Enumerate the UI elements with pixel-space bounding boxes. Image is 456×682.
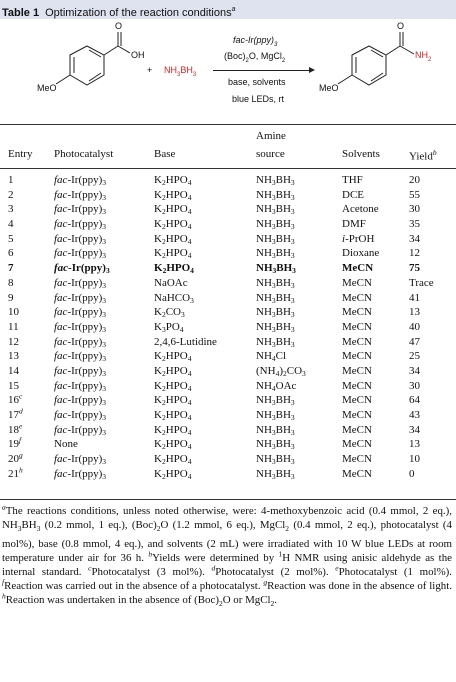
cell-solvent: MeCN — [342, 438, 372, 451]
table-title-bar — [0, 0, 456, 19]
reactant-oh-label: OH — [131, 50, 145, 60]
cell-base: $K_2HPO_4$ — [154, 218, 192, 232]
table-caption: Optimization of the reaction conditions — [45, 6, 232, 19]
cell-yield: 34 — [409, 232, 420, 245]
table-row — [0, 305, 456, 320]
cell-photocatalyst: fac-$Ir(ppy)_3$ — [54, 276, 107, 290]
cell-entry: 1 — [8, 174, 14, 186]
footnote-c: Photocatalyst (3 mol%). — [91, 565, 205, 578]
cell-entry: 10 — [8, 306, 19, 319]
light-condition: blue LEDs, rt — [232, 94, 285, 104]
footnote-a-marker: a — [2, 502, 6, 512]
table-row — [0, 173, 456, 188]
cell-photocatalyst: fac-$Ir(ppy)_3$ — [54, 218, 107, 232]
table-body — [0, 173, 456, 481]
product-meo-label: MeO — [319, 83, 339, 93]
cell-yield: 41 — [409, 291, 420, 304]
cell-entry: 2 — [8, 188, 14, 201]
cell-solvent: MeCN — [342, 291, 372, 304]
reactant-meo-label: MeO — [37, 83, 57, 93]
cell-base: $K_2HPO_4$ — [154, 188, 192, 202]
cell-solvent: MeCN — [342, 379, 372, 392]
cell-amine-source: $NH_3BH_3$ — [256, 218, 295, 232]
cell-entry: 15 — [8, 379, 19, 392]
cell-solvent: MeCN — [342, 350, 372, 363]
footnote-f-marker: f — [2, 577, 5, 587]
product-nh2-label: $NH_2$ — [415, 50, 432, 63]
col-amine-line2: source — [256, 148, 285, 160]
cell-solvent: MeCN — [342, 467, 372, 480]
cell-photocatalyst: fac-$Ir(ppy)_3$ — [54, 364, 107, 378]
additive-label: $(Boc)_2O$, MgCl$_2$ — [224, 51, 286, 64]
cell-entry: 17$^d$ — [8, 406, 23, 421]
cell-amine-source: $NH_3BH_3$ — [256, 438, 295, 452]
cell-photocatalyst: fac-$Ir(ppy)_3$ — [54, 320, 107, 334]
cell-base: $K_3PO_4$ — [154, 320, 184, 334]
footnote-f: Reaction was carried out in the absence of a photocatalyst. — [4, 580, 261, 593]
base-solvent-condition: base, solvents — [228, 77, 286, 87]
cell-solvent: MeCN — [342, 320, 372, 333]
cell-entry: 4 — [8, 218, 14, 231]
table-row — [0, 437, 456, 452]
cell-base: $K_2HPO_4$ — [154, 247, 192, 261]
table-row — [0, 217, 456, 232]
cell-amine-source: $NH_3BH_3$ — [256, 423, 295, 437]
cell-base: $K_2CO_3$ — [154, 306, 185, 320]
cell-solvent: MeCN — [342, 364, 372, 377]
cell-solvent: MeCN — [342, 335, 372, 348]
col-entry: Entry — [8, 148, 33, 160]
cell-solvent: MeCN — [342, 394, 372, 407]
cell-entry: 20$^g$ — [8, 450, 23, 466]
cell-amine-source: $NH_3BH_3$ — [256, 320, 295, 334]
footnote-g: Reaction was done in the absence of light. — [267, 580, 452, 593]
footnote-c-marker: c — [88, 563, 92, 573]
cell-amine-source: $NH_3BH_3$ — [256, 291, 295, 305]
cell-yield: 13 — [409, 306, 420, 319]
footnote-d-marker: d — [211, 563, 216, 573]
cell-photocatalyst: fac-$Ir(ppy)_3$ — [54, 394, 107, 408]
cell-entry: 21$^h$ — [8, 465, 23, 480]
cell-yield: 13 — [409, 438, 420, 451]
catalyst-label: fac-$Ir(ppy)_3$ — [233, 35, 278, 48]
cell-entry: 6 — [8, 247, 14, 260]
cell-entry: 7 — [8, 262, 14, 275]
cell-photocatalyst: fac-$Ir(ppy)_3$ — [54, 291, 107, 305]
cell-photocatalyst: fac-$Ir(ppy)_3$ — [54, 335, 107, 349]
cell-amine-source: $NH_3BH_3$ — [256, 232, 295, 246]
cell-amine-source: $NH_3BH_3$ — [256, 453, 295, 467]
cell-amine-source: $NH_3BH_3$ — [256, 467, 295, 481]
cell-entry: 3 — [8, 203, 14, 216]
cell-solvent: DMF — [342, 218, 366, 231]
cell-base: $K_2HPO_4$ — [154, 174, 192, 187]
cell-amine-source: $NH_3BH_3$ — [256, 203, 295, 217]
cell-amine-source: $NH_3BH_3$ — [256, 306, 295, 320]
cell-base: NaOAc — [154, 276, 188, 289]
reactant-carbonyl-o: O — [115, 21, 123, 31]
footnote-d: Photocatalyst (2 mol%). — [215, 565, 329, 578]
cell-entry: 12 — [8, 335, 19, 348]
cell-amine-source: $NH_3BH_3$ — [256, 247, 295, 261]
cell-solvent: MeCN — [342, 276, 372, 289]
footnote-h: Reaction was undertaken in the absence of $(Boc)_2O$ or MgCl$_2$. — [5, 594, 277, 609]
cell-yield: 55 — [409, 188, 420, 201]
cell-yield: 30 — [409, 379, 420, 392]
cell-base: 2,4,6-Lutidine — [154, 335, 217, 348]
table-bottom-rule — [0, 499, 456, 500]
cell-yield: 47 — [409, 335, 420, 348]
cell-photocatalyst: fac-$Ir(ppy)_3$ — [54, 188, 107, 202]
reaction-scheme — [0, 19, 456, 119]
cell-photocatalyst: fac-$Ir(ppy)_3$ — [54, 247, 107, 261]
table-row — [0, 408, 456, 423]
footnote-a: The reactions conditions, unless noted otherwise, were: 4-methoxybenzoic acid (0.4 mmol, 2 eq.), $NH_3BH_3$ (0.2 mmol, 1 eq.), $(Boc)_2O$ (1.2 mmol, 6 eq.), MgCl$_2$ (0.4 mmol, 2 eq.), photocatalyst (4 mol%), base (0.8 mmol, 4 eq.), and solvents (2 mL) were irradiated with 10 W blue LEDs at room temperature under air for 36 h. — [2, 505, 452, 564]
cell-base: $K_2HPO_4$ — [154, 379, 192, 393]
amine-reagent-label: $NH_3BH_3$ — [164, 65, 197, 78]
table-row — [0, 364, 456, 379]
cell-solvent: MeCN — [342, 409, 372, 421]
cell-photocatalyst: fac-$Ir(ppy)_3$ — [54, 423, 107, 437]
cell-base: $K_2HPO_4$ — [154, 262, 194, 276]
plus-sign: + — [147, 65, 153, 75]
cell-photocatalyst: fac-$Ir(ppy)_3$ — [54, 174, 107, 187]
footnote-b: Yields were determined by $^1$H NMR using anisic aldehyde as the internal standard. — [2, 549, 452, 578]
cell-solvent: MeCN — [342, 423, 372, 436]
product-carbonyl-o: O — [397, 21, 405, 31]
cell-base: $K_2HPO_4$ — [154, 438, 192, 452]
cell-entry: 13 — [8, 350, 19, 363]
cell-photocatalyst: fac-$Ir(ppy)_3$ — [54, 379, 107, 393]
col-base: Base — [154, 148, 176, 160]
cell-base: $K_2HPO_4$ — [154, 232, 192, 246]
cell-solvent: THF — [342, 174, 363, 186]
cell-yield: Trace — [409, 276, 434, 289]
cell-base: NaHCO$_3$ — [154, 291, 194, 305]
col-yield: Yield$^b$ — [409, 148, 437, 163]
cell-entry: 8 — [8, 276, 14, 289]
col-amine-line1: Amine — [256, 130, 286, 142]
cell-amine-source: $NH_3BH_3$ — [256, 394, 295, 408]
cell-photocatalyst: fac-$Ir(ppy)_3$ — [54, 467, 107, 481]
cell-solvent: DCE — [342, 188, 364, 201]
cell-photocatalyst: None — [54, 438, 78, 451]
table-row — [0, 276, 456, 291]
table-row — [0, 202, 456, 217]
cell-photocatalyst: fac-$Ir(ppy)_3$ — [54, 262, 110, 276]
table-row — [0, 452, 456, 467]
cell-solvent: MeCN — [342, 306, 372, 319]
cell-photocatalyst: fac-$Ir(ppy)_3$ — [54, 203, 107, 217]
table-row — [0, 261, 456, 276]
cell-base: $K_2HPO_4$ — [154, 409, 192, 422]
cell-amine-source: $NH_4Cl$ — [256, 350, 287, 364]
cell-amine-source: $NH_3BH_3$ — [256, 335, 295, 349]
table-footnotes — [2, 504, 452, 612]
footnote-e-marker: e — [335, 563, 339, 573]
col-photocatalyst: Photocatalyst — [54, 148, 114, 160]
title-note-marker: a — [231, 6, 236, 13]
table-row — [0, 349, 456, 364]
product-benzene-ring — [352, 46, 386, 85]
cell-photocatalyst: fac-$Ir(ppy)_3$ — [54, 409, 107, 422]
cell-yield: 35 — [409, 218, 420, 231]
table-row — [0, 467, 456, 482]
cell-solvent: i-PrOH — [342, 232, 375, 245]
cell-base: $K_2HPO_4$ — [154, 453, 192, 467]
cell-yield: 75 — [409, 262, 420, 275]
cell-solvent: MeCN — [342, 453, 372, 466]
cell-yield: 34 — [409, 423, 420, 436]
table-row — [0, 423, 456, 438]
cell-entry: 18e — [8, 421, 23, 436]
cell-yield: 20 — [409, 174, 420, 186]
cell-entry: 19$^f$ — [8, 435, 22, 451]
cell-entry: 16$^c$ — [8, 391, 23, 407]
cell-solvent: MeCN — [342, 262, 374, 275]
cell-yield: 12 — [409, 247, 420, 260]
cell-photocatalyst: fac-$Ir(ppy)_3$ — [54, 232, 107, 246]
header-top-rule — [0, 124, 456, 125]
table-row — [0, 291, 456, 306]
footnote-b-marker: b — [148, 549, 153, 559]
table-label: Table 1 — [2, 6, 40, 19]
cell-amine-source: $NH_3BH_3$ — [256, 174, 295, 187]
cell-base: $K_2HPO_4$ — [154, 203, 192, 217]
reaction-structures — [0, 19, 456, 119]
cell-yield: 10 — [409, 453, 420, 466]
table-row — [0, 246, 456, 261]
cell-solvent: Dioxane — [342, 247, 380, 260]
cell-yield: 34 — [409, 364, 420, 377]
footnote-h-marker: h — [2, 591, 6, 601]
table-row — [0, 232, 456, 247]
cell-yield: 64 — [409, 394, 420, 407]
cell-base: $K_2HPO_4$ — [154, 364, 192, 378]
reaction-arrow — [213, 70, 313, 71]
table-row — [0, 379, 456, 394]
cell-photocatalyst: fac-$Ir(ppy)_3$ — [54, 350, 107, 364]
cell-amine-source: $NH_4OAc$ — [256, 379, 297, 393]
cell-base: $K_2HPO_4$ — [154, 350, 192, 364]
cell-base: $K_2HPO_4$ — [154, 467, 192, 481]
cell-solvent: Acetone — [342, 203, 379, 216]
cell-entry: 14 — [8, 364, 19, 377]
header-bottom-rule — [0, 168, 456, 169]
table-row — [0, 320, 456, 335]
cell-yield: 43 — [409, 409, 420, 421]
cell-base: $K_2HPO_4$ — [154, 423, 192, 437]
cell-yield: 0 — [409, 467, 415, 480]
cell-photocatalyst: fac-$Ir(ppy)_3$ — [54, 453, 107, 467]
cell-base: $K_2HPO_4$ — [154, 394, 192, 408]
table-row — [0, 335, 456, 350]
cell-amine-source: $NH_3BH_3$ — [256, 262, 296, 276]
cell-amine-source: $NH_3BH_3$ — [256, 276, 295, 290]
cell-yield: 30 — [409, 203, 420, 216]
cell-yield: 40 — [409, 320, 420, 333]
footnote-g-marker: g — [263, 577, 268, 587]
col-solvents: Solvents — [342, 148, 380, 160]
table-row — [0, 393, 456, 408]
cell-yield: 25 — [409, 350, 420, 363]
table-row — [0, 188, 456, 203]
cell-photocatalyst: fac-$Ir(ppy)_3$ — [54, 306, 107, 320]
cell-amine-source: $NH_3BH_3$ — [256, 409, 295, 422]
cell-entry: 5 — [8, 232, 14, 245]
cell-entry: 9 — [8, 291, 14, 304]
cell-entry: 11 — [8, 320, 19, 333]
footnote-e: Photocatalyst (1 mol%). — [338, 565, 452, 578]
cell-amine-source: $NH_3BH_3$ — [256, 188, 295, 202]
reactant-benzene-ring — [70, 46, 104, 85]
cell-amine-source: $(NH_4)_2CO_3$ — [256, 364, 306, 378]
